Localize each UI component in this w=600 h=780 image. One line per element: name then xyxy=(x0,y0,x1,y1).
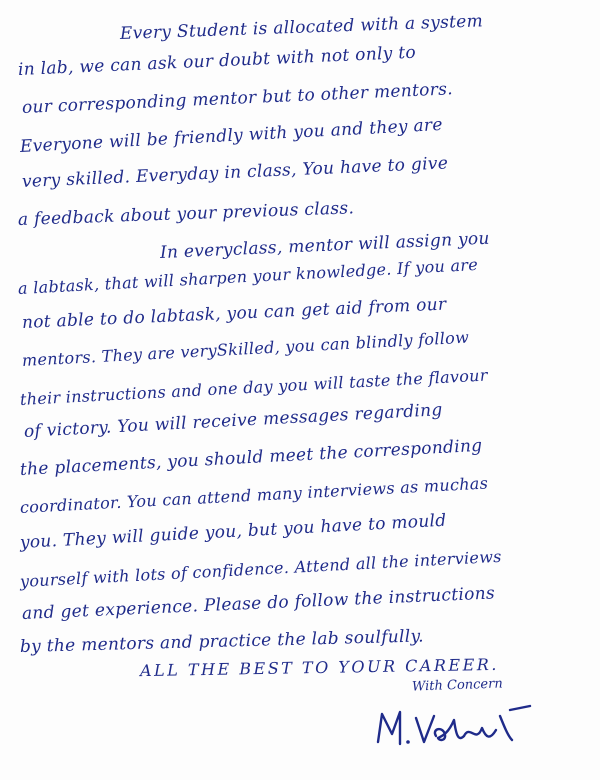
letter-line-8: a labtask, that will sharpen your knowledge. If you are xyxy=(17,254,479,298)
letter-line-11: their instructions and one day you will taste the flavour xyxy=(19,365,489,409)
letter-line-4: Everyone will be friendly with you and they are xyxy=(19,114,444,157)
closing-line: ALL THE BEST TO YOUR CAREER. xyxy=(139,654,500,681)
signoff-text: With Concern xyxy=(411,676,503,695)
letter-line-9: not able to do labtask, you can get aid from our xyxy=(21,294,447,333)
letter-line-5: very skilled. Everyday in class, You have to give xyxy=(21,153,449,192)
letter-line-17: and get experience. Please do follow the instructions xyxy=(21,583,496,624)
letter-line-2: in lab, we can ask our doubt with not only to xyxy=(17,42,417,80)
letter-line-18: by the mentors and practice the lab soulfully. xyxy=(19,626,425,657)
letter-line-14: coordinator. You can attend many interviews as muchas xyxy=(19,473,489,517)
letter-line-7: In everyclass, mentor will assign you xyxy=(159,228,491,263)
letter-line-15: you. They will guide you, but you have to mould xyxy=(19,510,447,553)
letter-line-10: mentors. They are verySkilled, you can blindly follow xyxy=(21,327,470,370)
handwritten-signature xyxy=(370,700,550,760)
letter-line-3: our corresponding mentor but to other mentors. xyxy=(21,79,454,118)
letter-line-12: of victory. You will receive messages regarding xyxy=(23,400,444,442)
letter-line-13: the placements, you should meet the corresponding xyxy=(19,435,483,480)
letter-line-6: a feedback about your previous class. xyxy=(17,198,355,230)
letter-line-1: Every Student is allocated with a system xyxy=(119,11,484,44)
letter-line-16: yourself with lots of confidence. Attend all the interviews xyxy=(19,546,503,591)
